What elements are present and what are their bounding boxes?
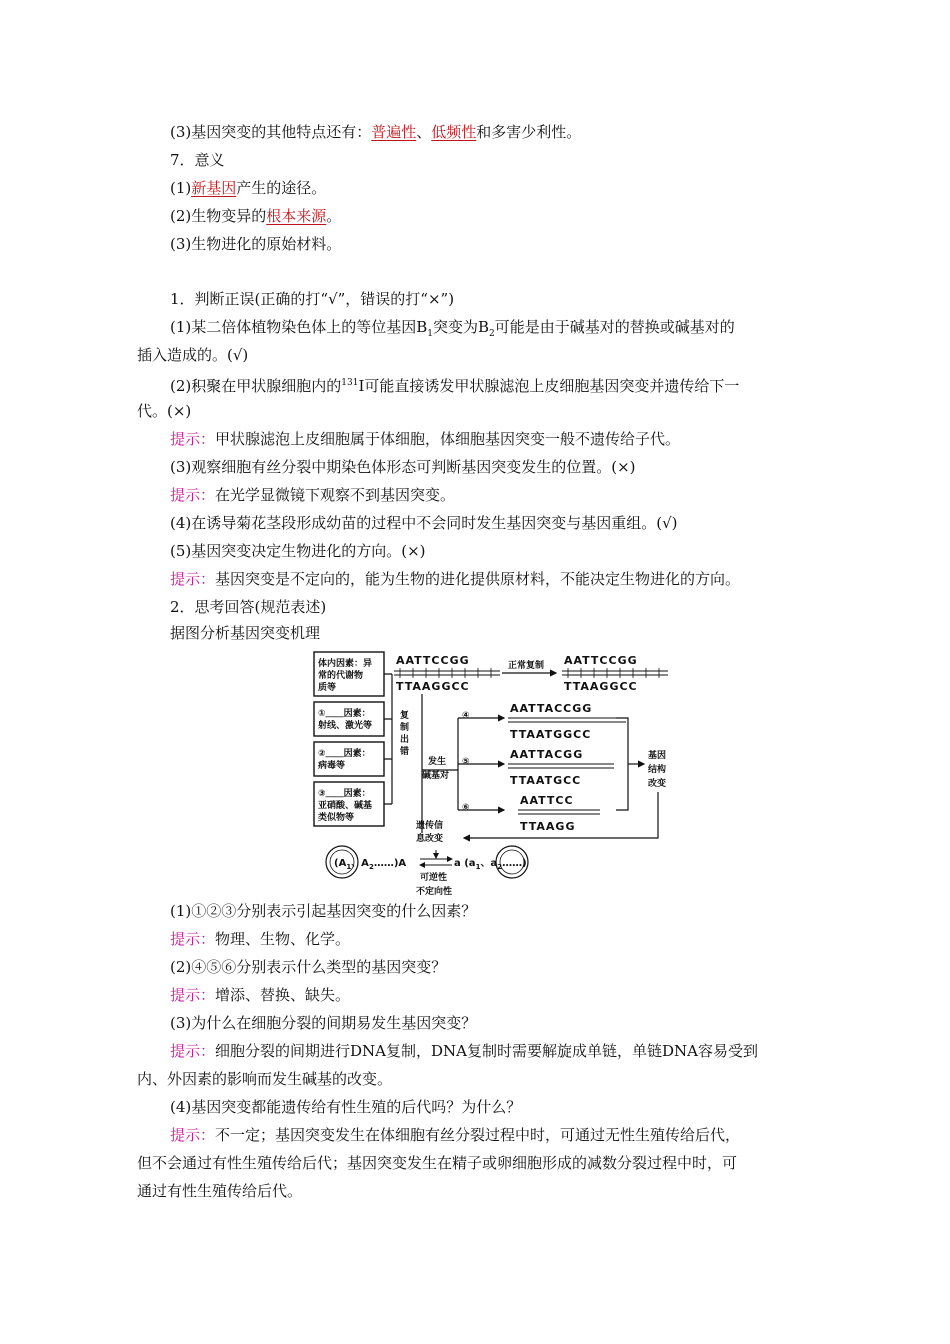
- mut6-bottom-strand: TTAAGG: [520, 820, 576, 833]
- answer-low-frequency: 低频性: [431, 123, 477, 141]
- q2-sub-3: (3)为什么在细胞分裂的间期易发生基因突变？: [170, 1014, 477, 1032]
- reversible-label: 可逆性: [420, 873, 448, 883]
- answer-root-source: 根本来源: [266, 207, 327, 225]
- hint-label: 提示：: [170, 1126, 216, 1144]
- box3-line2: 病毒等: [318, 761, 346, 771]
- box4-line1: ③＿＿因素：: [318, 789, 371, 799]
- q1-hint-3: 提示：在光学显微镜下观察不到基因突变。: [170, 486, 456, 504]
- q2-answer-3-cont: 内、外因素的影响而发生碱基的改变。: [137, 1070, 393, 1088]
- hint-label: 提示：: [170, 486, 216, 504]
- rep-error-3: 出: [400, 735, 410, 745]
- q2-title: 2．思考回答(规范表述): [170, 598, 327, 616]
- gene-mutation-diagram: [312, 648, 674, 898]
- marker-5: ⑤: [462, 757, 470, 767]
- mut4-top-strand: AATTACCGG: [510, 702, 593, 715]
- pair-change-1: 发生: [428, 757, 447, 767]
- hint-label: 提示：: [170, 430, 216, 448]
- rep-error-4: 错: [400, 747, 410, 757]
- original-bottom-strand: TTAAGGCC: [396, 680, 470, 693]
- box1-line2: 常的代谢物: [318, 671, 364, 681]
- mut6-top-strand: AATTCC: [520, 794, 574, 807]
- info-change-2: 息改变: [416, 834, 444, 844]
- feature-line: (3)基因突变的其他特点还有：普遍性、低频性和多害少利性。: [170, 123, 582, 141]
- rep-error-2: 制: [400, 723, 410, 733]
- q1-item-4: (4)在诱导菊花茎段形成幼苗的过程中不会同时发生基因突变与基因重组。(√): [170, 514, 678, 532]
- original-top-strand: AATTCCGG: [396, 654, 470, 667]
- mut4-bottom-strand: TTAATGGCC: [510, 728, 592, 741]
- meaning-1: (1)新基因产生的途径。: [170, 179, 327, 197]
- mut5-top-strand: AATTACGG: [510, 748, 584, 761]
- marker-6: ⑥: [462, 803, 470, 813]
- q2-answer-1: 提示：物理、生物、化学。: [170, 930, 351, 948]
- marker-4: ④: [462, 711, 470, 721]
- svg-text:(A1、A2……)A: ($A_1$、$A_2\dots\dots)A$: [334, 858, 407, 871]
- box1-line3: 质等: [318, 683, 337, 693]
- rep-error-1: 复: [400, 711, 410, 721]
- q2-answer-4-cont2: 通过有性生殖传给后代。: [137, 1182, 303, 1200]
- box4-line2: 亚硝酸、碱基: [318, 801, 373, 811]
- q2-sub-2: (2)④⑤⑥分别表示什么类型的基因突变？: [170, 958, 447, 976]
- box2-line1: ①＿＿因素：: [318, 709, 371, 719]
- box4-line3: 类似物等: [318, 813, 355, 823]
- q1-item-1: (1)某二倍体植物染色体上的等位基因$B_1$突变为$B_2$可能是由于碱基对的替换或碱基对的: [170, 318, 735, 339]
- struct-change-1: 基因: [648, 751, 667, 761]
- q1-title: 1．判断正误(正确的打“√”，错误的打“×”): [170, 290, 455, 308]
- q2-answer-2: 提示：增添、替换、缺失。: [170, 986, 351, 1004]
- q1-item-3: (3)观察细胞有丝分裂中期染色体形态可判断基因突变发生的位置。(×): [170, 458, 636, 476]
- normal-bottom-strand: TTAAGGCC: [564, 680, 638, 693]
- svg-text:a (a1、a2……): a ($a_1$、$a_2\dots\dots$): [454, 858, 527, 871]
- q1-item-5: (5)基因突变决定生物进化的方向。(×): [170, 542, 426, 560]
- q2-sub-1: (1)①②③分别表示引起基因突变的什么因素？: [170, 902, 477, 920]
- q2-answer-4-cont1: 但不会通过有性生殖传给后代；基因突变发生在精子或卵细胞形成的减数分裂过程中时，可: [137, 1154, 738, 1172]
- hint-label: 提示：: [170, 930, 216, 948]
- struct-change-3: 改变: [648, 779, 667, 789]
- q2-answer-3: 提示：细胞分裂的间期进行DNA复制，DNA复制时需要解旋成单链，单链DNA容易受到: [170, 1042, 758, 1060]
- box1-line1: 体内因素：异: [318, 659, 373, 669]
- answer-universality: 普遍性: [371, 123, 417, 141]
- meaning-3: (3)生物进化的原始材料。: [170, 235, 342, 253]
- q2-sub-4: (4)基因突变都能遗传给有性生殖的后代吗？为什么？: [170, 1098, 522, 1116]
- info-change-1: 遗传信: [416, 821, 444, 831]
- q1-item-2-cont: 代。(×): [137, 402, 192, 420]
- hint-label: 提示：: [170, 570, 216, 588]
- q1-item-1-cont: 插入造成的。(√): [137, 346, 249, 364]
- box3-line1: ②＿＿因素：: [318, 749, 371, 759]
- normal-top-strand: AATTCCGG: [564, 654, 638, 667]
- section-heading: 7．意义: [170, 151, 225, 169]
- pair-change-2: 碱基对: [422, 771, 450, 781]
- mut5-bottom-strand: TTAATGCC: [510, 774, 582, 787]
- q1-item-2: (2)积聚在甲状腺细胞内的$^{131}$I可能直接诱发甲状腺滤泡上皮细胞基因突变并遗传给下一: [170, 377, 740, 395]
- struct-change-2: 结构: [648, 765, 667, 775]
- q2-answer-4: 提示：不一定；基因突变发生在体细胞有丝分裂过程中时，可通过无性生殖传给后代，: [170, 1126, 741, 1144]
- hint-label: 提示：: [170, 986, 216, 1004]
- q1-hint-2: 提示：甲状腺滤泡上皮细胞属于体细胞，体细胞基因突变一般不遗传给子代。: [170, 430, 681, 448]
- undirected-label: 不定向性: [416, 887, 453, 897]
- answer-new-gene: 新基因: [191, 179, 237, 197]
- q1-hint-5: 提示：基因突变是不定向的，能为生物的进化提供原材料，不能决定生物进化的方向。: [170, 570, 741, 588]
- box2-line2: 射线、激光等: [318, 721, 373, 731]
- q2-intro: 据图分析基因突变机理: [170, 624, 321, 642]
- normal-replication-label: 正常复制: [508, 661, 545, 671]
- meaning-2: (2)生物变异的根本来源。: [170, 207, 342, 225]
- hint-label: 提示：: [170, 1042, 216, 1060]
